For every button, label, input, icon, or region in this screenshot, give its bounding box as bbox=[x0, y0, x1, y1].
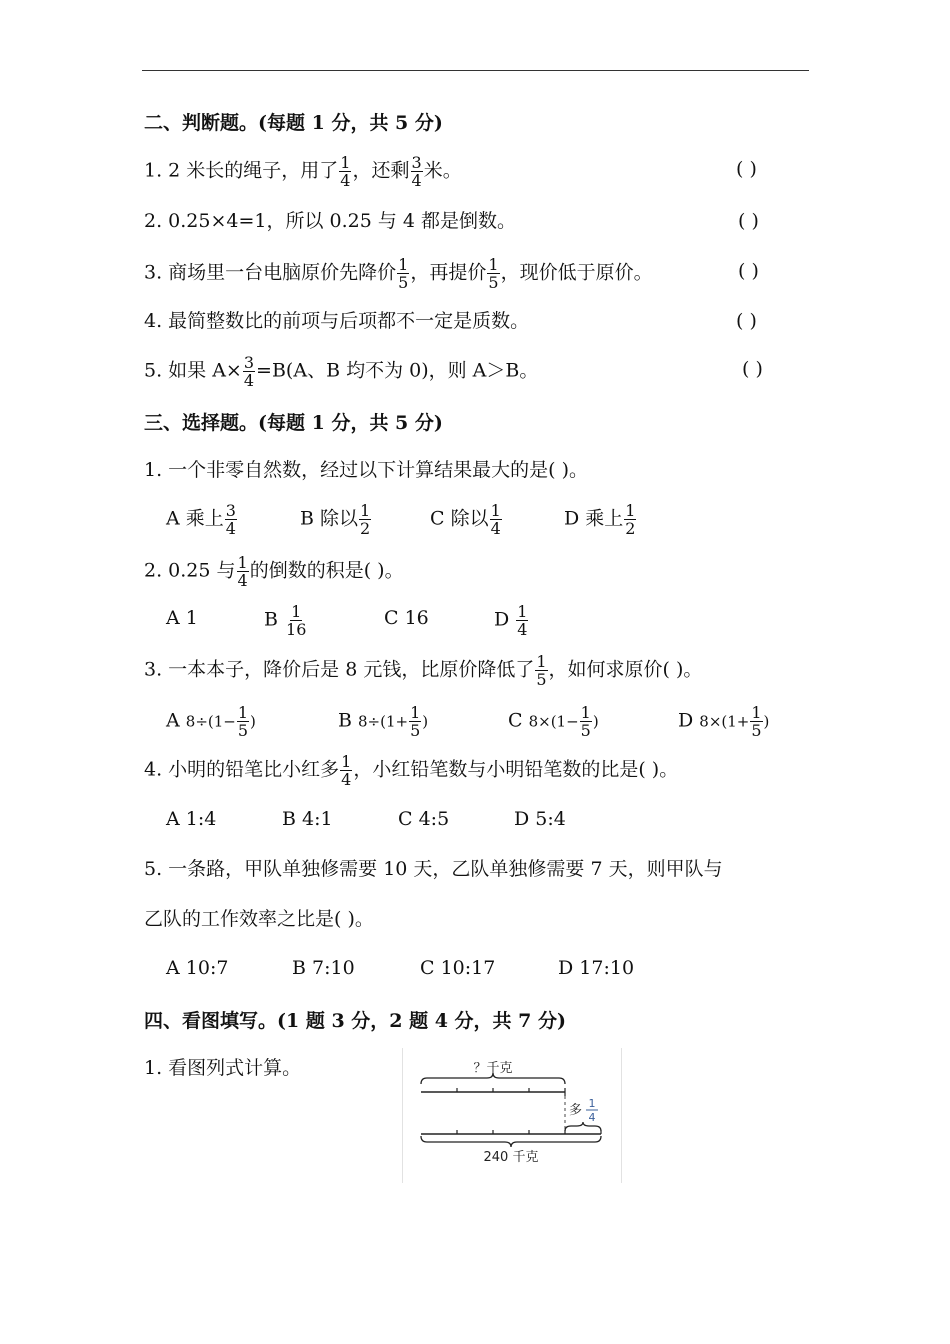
segment-diagram bbox=[403, 1048, 621, 1183]
more-denominator: 4 bbox=[588, 1111, 596, 1124]
option-b[interactable]: B 4:1 bbox=[282, 808, 333, 830]
judge-question-5: 5. 如果 A× $\frac{3}{4}$ =B(A、B 均不为 0)，则 A＞B。 bbox=[144, 353, 539, 390]
bottom-brace bbox=[421, 1136, 601, 1147]
top-label: ？千克 bbox=[473, 1061, 513, 1076]
answer-paren-4[interactable]: ( ) bbox=[736, 310, 757, 332]
option-b[interactable]: B 7:10 bbox=[292, 957, 355, 979]
option-c[interactable]: C 除以 $\frac{1}{4}$ bbox=[430, 501, 501, 538]
option-d[interactable]: D 8×(1+ $\frac{1}{5}$ ) bbox=[678, 703, 770, 740]
option-a[interactable]: A 乘上 $\frac{3}{4}$ bbox=[166, 501, 236, 538]
choice-question-5-line-1: 5. 一条路，甲队单独修需要 10 天，乙队单独修需要 7 天，则甲队与 bbox=[144, 858, 723, 880]
choice-question-3: 3. 一本本子，降价后是 8 元钱，比原价降低了 $\frac{1}{5}$ ，如何求原价( )。 bbox=[144, 652, 703, 689]
judge-question-4: 4. 最简整数比的前项与后项都不一定是质数。 bbox=[144, 310, 530, 332]
option-a[interactable]: A 8÷(1− $\frac{1}{5}$ ) bbox=[166, 703, 256, 740]
fraction: $\frac{1}{4}$ bbox=[340, 153, 351, 190]
option-b[interactable]: B $\frac{1}{16}$ bbox=[264, 602, 307, 639]
fraction: $\frac{1}{5}$ bbox=[398, 255, 409, 292]
more-numerator: 1 bbox=[588, 1097, 596, 1110]
option-b[interactable]: B 8÷(1+ $\frac{1}{5}$ ) bbox=[338, 703, 429, 740]
fraction: $\frac{3}{4}$ bbox=[243, 353, 255, 390]
bottom-label: 240 千克 bbox=[483, 1150, 539, 1165]
option-c[interactable]: C 8×(1− $\frac{1}{5}$ ) bbox=[508, 703, 599, 740]
answer-paren-1[interactable]: ( ) bbox=[736, 158, 757, 180]
option-a[interactable]: A 1 bbox=[166, 607, 198, 629]
option-b[interactable]: B 除以 $\frac{1}{2}$ bbox=[300, 501, 371, 538]
answer-paren-2[interactable]: ( ) bbox=[738, 210, 759, 232]
option-d[interactable]: D 乘上 $\frac{1}{2}$ bbox=[564, 501, 636, 538]
option-d[interactable]: D 5:4 bbox=[514, 808, 566, 830]
choice-question-4: 4. 小明的铅笔比小红多 $\frac{1}{4}$ ，小红铅笔数与小明铅笔数的比是( )。 bbox=[144, 752, 679, 789]
figure-question-1: 1. 看图列式计算。 bbox=[144, 1057, 302, 1079]
option-d[interactable]: D $\frac{1}{4}$ bbox=[494, 602, 528, 639]
choice-question-1: 1. 一个非零自然数，经过以下计算结果最大的是( )。 bbox=[144, 459, 589, 481]
section-4-title: 四、看图填写。(1 题 3 分，2 题 4 分，共 7 分) bbox=[144, 1010, 566, 1032]
option-c[interactable]: C 10:17 bbox=[420, 957, 496, 979]
option-a[interactable]: A 1:4 bbox=[166, 808, 217, 830]
fraction: $\frac{3}{4}$ bbox=[411, 153, 422, 190]
choice-question-2: 2. 0.25 与 $\frac{1}{4}$ 的倒数的积是( )。 bbox=[144, 553, 404, 590]
answer-paren-5[interactable]: ( ) bbox=[742, 358, 763, 380]
judge-question-1: 1. 2 米长的绳子，用了 $\frac{1}{4}$ ，还剩 $\frac{3}{4}$ 米。 bbox=[144, 153, 462, 190]
top-rule bbox=[142, 70, 809, 71]
small-brace bbox=[565, 1122, 601, 1131]
option-c[interactable]: C 16 bbox=[384, 607, 429, 629]
choice-question-5-line-2: 乙队的工作效率之比是( )。 bbox=[144, 908, 374, 930]
section-2-title: 二、判断题。(每题 1 分，共 5 分) bbox=[144, 112, 443, 134]
section-3-title: 三、选择题。(每题 1 分，共 5 分) bbox=[144, 412, 443, 434]
option-c[interactable]: C 4:5 bbox=[398, 808, 450, 830]
answer-paren-3[interactable]: ( ) bbox=[738, 260, 759, 282]
more-label: 多 bbox=[569, 1103, 583, 1118]
option-a[interactable]: A 10:7 bbox=[166, 957, 229, 979]
judge-question-2: 2. 0.25×4=1，所以 0.25 与 4 都是倒数。 bbox=[144, 210, 517, 232]
fraction: $\frac{1}{5}$ bbox=[488, 255, 499, 292]
bar-figure bbox=[402, 1048, 622, 1183]
option-d[interactable]: D 17:10 bbox=[558, 957, 635, 979]
judge-question-3: 3. 商场里一台电脑原价先降价 $\frac{1}{5}$ ，再提价 $\frac{1}{5}$ ，现价低于原价。 bbox=[144, 255, 653, 292]
